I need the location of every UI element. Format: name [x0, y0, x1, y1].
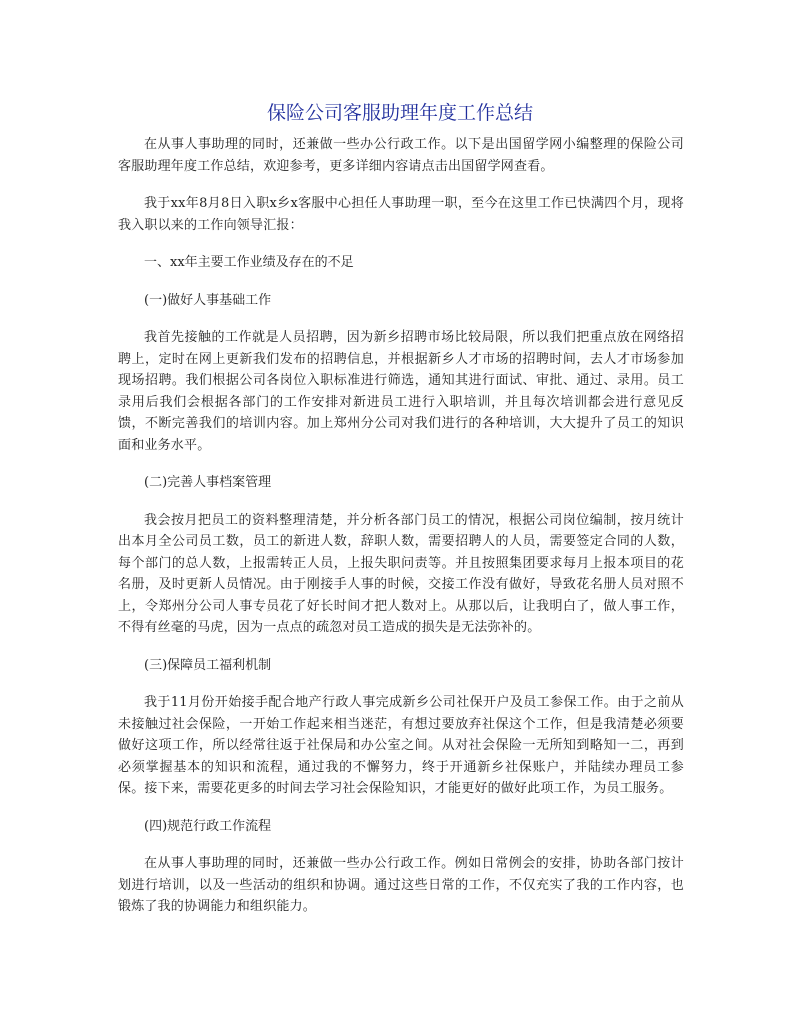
subsection-body-4: 在从事人事助理的同时，还兼做一些办公行政工作。例如日常例会的安排，协助各部门按计划进行培训，以及一些活动的组织和协调。通过这些日常的工作，不仅充实了我的工作内容，也锻炼了我的协调能力和组织能力。 [118, 856, 684, 914]
subsection-body-3: 我于11月份开始接手配合地产行政人事完成新乡公司社保开户及员工参保工作。由于之前从未接触过社会保险，一开始工作起来相当迷茫，有想过要放弃社保这个工作，但是我清楚必须要做好这项工作，所以经常往返于社保局和办公室之间。从对社会保险一无所知到略知一二，再到必须掌握基本的知识和流程，通过我的不懈努力，终于开通新乡社保账户，并陆续办理员工参保。接下来，需要花更多的时间去学习社会保险知识，才能更好的做好此项工作，为员工服务。 [118, 695, 684, 796]
intro-paragraph: 在从事人事助理的同时，还兼做一些办公行政工作。以下是出国留学网小编整理的保险公司客服助理年度工作总结，欢迎参考，更多详细内容请点击出国留学网查看。 [118, 137, 684, 174]
subsection-body-2: 我会按月把员工的资料整理清楚，并分析各部门员工的情况，根据公司岗位编制，按月统计出本月全公司员工数，员工的新进人数，辞职人数，需要招聘人的人员，需要签定合同的人数，每个部门的总人数，上报需转正人员，上报失职问责等。并且按照集团要求每月上报本项目的花名册，及时更新人员情况。由于刚接手人事的时候，交接工作没有做好，导致花名册人员对照不上，令郑州分公司人事专员花了好长时间才把人数对上。从那以后，让我明白了，做人事工作，不得有丝毫的马虎，因为一点点的疏忽对员工造成的损失是无法弥补的。 [118, 512, 684, 635]
subsection-heading-1: (一)做好人事基础工作 [144, 292, 272, 308]
subsection-heading-3: (三)保障员工福利机制 [144, 657, 272, 673]
subsection-heading-2: (二)完善人事档案管理 [144, 475, 272, 490]
section-heading: 一、xx年主要工作业绩及存在的不足 [144, 255, 354, 270]
subsection-heading-4: (四)规范行政工作流程 [144, 818, 272, 834]
opening-paragraph: 我于xx年8月8日入职x乡x客服中心担任人事助理一职，至今在这里工作已快满四个月，现将我入职以来的工作向领导汇报： [118, 196, 684, 233]
document-title: 保险公司客服助理年度工作总结 [266, 102, 533, 124]
subsection-body-1: 我首先接触的工作就是人员招聘，因为新乡招聘市场比较局限，所以我们把重点放在网络招聘上，定时在网上更新我们发布的招聘信息，并根据新乡人才市场的招聘时间，去人才市场参加现场招聘。我们根据公司各岗位入职标准进行筛选，通知其进行面试、审批、通过、录用。员工录用后我们会根据各部门的工作安排对新进员工进行入职培训，并且每次培训都会进行意见反馈，不断完善我们的培训内容。加上郑州分公司对我们进行的各种培训，大大提升了员工的知识面和业务水平。 [118, 330, 684, 453]
document-body [118, 134, 684, 918]
